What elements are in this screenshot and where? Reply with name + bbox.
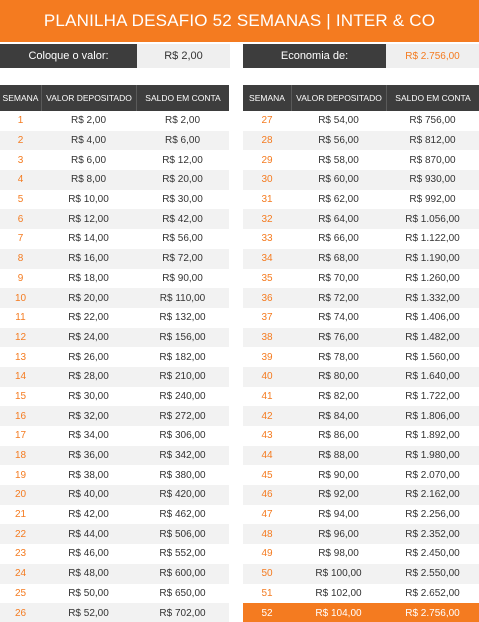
deposit-value-cell: R$ 8,00 xyxy=(70,174,107,186)
balance-cell: R$ 42,00 xyxy=(162,213,203,225)
balance-cell: R$ 306,00 xyxy=(159,430,206,442)
table-row xyxy=(0,249,229,269)
deposit-value-cell: R$ 10,00 xyxy=(68,194,109,206)
table-row xyxy=(0,209,229,229)
week-number-cell: 12 xyxy=(14,331,27,343)
week-number-cell: 23 xyxy=(14,548,27,560)
week-number-cell: 10 xyxy=(14,292,27,304)
week-number-cell: 14 xyxy=(14,371,27,383)
balance-cell: R$ 930,00 xyxy=(409,174,456,186)
balance-cell: R$ 2.450,00 xyxy=(405,548,460,560)
balance-cell: R$ 506,00 xyxy=(159,528,206,540)
balance-cell: R$ 1.482,00 xyxy=(405,331,460,343)
week-number-cell: 26 xyxy=(14,607,27,619)
balance-cell: R$ 650,00 xyxy=(159,587,206,599)
table-row xyxy=(243,387,479,407)
deposit-value-cell: R$ 80,00 xyxy=(318,371,359,383)
week-number-cell: 25 xyxy=(14,587,27,599)
week-number-cell: 8 xyxy=(17,253,24,265)
balance-cell: R$ 2.550,00 xyxy=(405,568,460,580)
balance-cell: R$ 132,00 xyxy=(159,312,206,324)
balance-cell: R$ 1.122,00 xyxy=(405,233,460,245)
deposit-value-cell: R$ 4,00 xyxy=(70,135,107,147)
savings-total: R$ 2.756,00 xyxy=(386,44,479,68)
deposit-value-cell: R$ 86,00 xyxy=(318,430,359,442)
savings-row xyxy=(243,44,479,68)
balance-cell: R$ 2.070,00 xyxy=(405,469,460,481)
balance-cell: R$ 420,00 xyxy=(159,489,206,501)
deposit-value-cell: R$ 104,00 xyxy=(315,607,362,619)
week-number-cell: 52 xyxy=(261,607,273,619)
deposit-value-cell: R$ 60,00 xyxy=(318,174,359,186)
table-body xyxy=(0,111,229,622)
deposit-value-cell: R$ 56,00 xyxy=(318,135,359,147)
deposit-value-cell: R$ 26,00 xyxy=(68,351,109,363)
balance-cell: R$ 552,00 xyxy=(159,548,206,560)
table-row xyxy=(243,603,479,622)
deposit-value-cell: R$ 24,00 xyxy=(68,331,109,343)
deposit-value-cell: R$ 48,00 xyxy=(68,568,109,580)
deposit-value-cell: R$ 36,00 xyxy=(68,450,109,462)
balance-cell: R$ 156,00 xyxy=(159,331,206,343)
value-input-row xyxy=(0,44,230,68)
week-number-cell: 40 xyxy=(261,371,273,383)
weeks-table-left xyxy=(0,85,229,622)
table-row xyxy=(243,505,479,525)
table-row xyxy=(0,308,229,328)
table-row xyxy=(243,347,479,367)
week-number-cell: 50 xyxy=(261,568,273,580)
table-row xyxy=(243,170,479,190)
deposit-value-cell: R$ 88,00 xyxy=(318,450,359,462)
week-number-cell: 43 xyxy=(261,430,273,442)
week-number-cell: 5 xyxy=(17,194,24,206)
table-row xyxy=(0,603,229,622)
balance-cell: R$ 56,00 xyxy=(162,233,203,245)
balance-cell: R$ 20,00 xyxy=(162,174,203,186)
deposit-value-cell: R$ 92,00 xyxy=(318,489,359,501)
week-number-cell: 51 xyxy=(261,587,273,599)
week-number-cell: 15 xyxy=(14,390,27,402)
deposit-value-cell: R$ 40,00 xyxy=(68,489,109,501)
deposit-value-cell: R$ 100,00 xyxy=(315,568,362,580)
table-row xyxy=(243,308,479,328)
deposit-value-cell: R$ 78,00 xyxy=(318,351,359,363)
table-row xyxy=(243,524,479,544)
table-row xyxy=(243,288,479,308)
deposit-value-cell: R$ 44,00 xyxy=(68,528,109,540)
savings-label: Economia de: xyxy=(243,44,386,68)
week-number-cell: 31 xyxy=(261,194,273,206)
deposit-value-cell: R$ 52,00 xyxy=(68,607,109,619)
week-number-cell: 42 xyxy=(261,410,273,422)
balance-cell: R$ 110,00 xyxy=(159,292,206,304)
week-number-cell: 24 xyxy=(14,568,27,580)
balance-cell: R$ 2.352,00 xyxy=(405,528,460,540)
week-number-cell: 19 xyxy=(14,469,27,481)
table-row xyxy=(0,524,229,544)
deposit-value-cell: R$ 82,00 xyxy=(318,390,359,402)
page-title: PLANILHA DESAFIO 52 SEMANAS | INTER & CO xyxy=(0,0,479,42)
table-header xyxy=(243,85,479,111)
header-valor-depositado: VALOR DEPOSITADO xyxy=(291,85,386,111)
balance-cell: R$ 182,00 xyxy=(159,351,206,363)
table-row xyxy=(0,131,229,151)
balance-cell: R$ 600,00 xyxy=(159,568,206,580)
table-row xyxy=(0,328,229,348)
week-number-cell: 35 xyxy=(261,272,273,284)
deposit-value-cell: R$ 90,00 xyxy=(318,469,359,481)
balance-cell: R$ 1.332,00 xyxy=(405,292,460,304)
deposit-value-cell: R$ 16,00 xyxy=(68,253,109,265)
week-number-cell: 20 xyxy=(14,489,27,501)
balance-cell: R$ 30,00 xyxy=(162,194,203,206)
week-number-cell: 47 xyxy=(261,509,273,521)
value-input-label: Coloque o valor: xyxy=(0,44,137,68)
balance-cell: R$ 1.190,00 xyxy=(405,253,460,265)
deposit-value-cell: R$ 18,00 xyxy=(68,272,109,284)
balance-cell: R$ 2.652,00 xyxy=(405,587,460,599)
header-valor-depositado: VALOR DEPOSITADO xyxy=(41,85,136,111)
header-saldo-em-conta: SALDO EM CONTA xyxy=(136,85,229,111)
balance-cell: R$ 72,00 xyxy=(162,253,203,265)
balance-cell: R$ 992,00 xyxy=(409,194,456,206)
deposit-value-cell: R$ 32,00 xyxy=(68,410,109,422)
table-row xyxy=(243,485,479,505)
deposit-value-cell: R$ 72,00 xyxy=(318,292,359,304)
balance-cell: R$ 702,00 xyxy=(159,607,206,619)
table-row xyxy=(0,505,229,525)
table-row xyxy=(243,564,479,584)
balance-cell: R$ 2.756,00 xyxy=(405,607,460,619)
table-row xyxy=(0,406,229,426)
balance-cell: R$ 1.640,00 xyxy=(405,371,460,383)
balance-cell: R$ 1.056,00 xyxy=(405,213,460,225)
week-number-cell: 3 xyxy=(17,154,24,166)
balance-cell: R$ 1.806,00 xyxy=(405,410,460,422)
week-number-cell: 11 xyxy=(15,312,26,324)
deposit-value-cell: R$ 34,00 xyxy=(68,430,109,442)
deposit-value-cell: R$ 2,00 xyxy=(70,115,107,127)
table-row xyxy=(243,249,479,269)
deposit-value-cell: R$ 50,00 xyxy=(68,587,109,599)
table-row xyxy=(243,584,479,604)
deposit-value-cell: R$ 54,00 xyxy=(318,115,359,127)
deposit-value-cell: R$ 42,00 xyxy=(68,509,109,521)
week-number-cell: 29 xyxy=(261,154,273,166)
week-number-cell: 37 xyxy=(261,312,273,324)
week-number-cell: 32 xyxy=(261,213,273,225)
deposit-value-cell: R$ 68,00 xyxy=(318,253,359,265)
balance-cell: R$ 342,00 xyxy=(159,450,206,462)
deposit-value-cell: R$ 28,00 xyxy=(68,371,109,383)
table-row xyxy=(243,269,479,289)
balance-cell: R$ 870,00 xyxy=(409,154,456,166)
balance-cell: R$ 1.560,00 xyxy=(405,351,460,363)
week-number-cell: 21 xyxy=(14,509,27,521)
week-number-cell: 39 xyxy=(261,351,273,363)
balance-cell: R$ 756,00 xyxy=(409,115,456,127)
table-row xyxy=(243,131,479,151)
balance-cell: R$ 380,00 xyxy=(159,469,206,481)
header-semana: SEMANA xyxy=(249,93,285,103)
balance-cell: R$ 812,00 xyxy=(409,135,456,147)
deposit-value-cell: R$ 94,00 xyxy=(318,509,359,521)
week-number-cell: 22 xyxy=(14,528,27,540)
table-row xyxy=(0,190,229,210)
deposit-value-cell: R$ 30,00 xyxy=(68,390,109,402)
week-number-cell: 6 xyxy=(17,213,24,225)
week-number-cell: 13 xyxy=(14,351,27,363)
week-number-cell: 4 xyxy=(17,174,24,186)
deposit-value-cell: R$ 102,00 xyxy=(315,587,362,599)
week-number-cell: 38 xyxy=(261,331,273,343)
table-row xyxy=(243,406,479,426)
balance-cell: R$ 210,00 xyxy=(159,371,206,383)
balance-cell: R$ 240,00 xyxy=(159,390,206,402)
table-row xyxy=(243,446,479,466)
table-row xyxy=(0,111,229,131)
table-row xyxy=(0,485,229,505)
week-number-cell: 9 xyxy=(17,272,24,284)
deposit-value-cell: R$ 20,00 xyxy=(68,292,109,304)
balance-cell: R$ 1.406,00 xyxy=(405,312,460,324)
balance-cell: R$ 2.256,00 xyxy=(405,509,460,521)
week-number-cell: 45 xyxy=(261,469,273,481)
balance-cell: R$ 272,00 xyxy=(159,410,206,422)
table-row xyxy=(0,150,229,170)
deposit-value-cell: R$ 62,00 xyxy=(318,194,359,206)
deposit-value-cell: R$ 84,00 xyxy=(318,410,359,422)
week-number-cell: 41 xyxy=(261,390,273,402)
deposit-value-cell: R$ 70,00 xyxy=(318,272,359,284)
table-row xyxy=(0,269,229,289)
table-row xyxy=(243,328,479,348)
table-row xyxy=(243,229,479,249)
deposit-value-cell: R$ 66,00 xyxy=(318,233,359,245)
week-number-cell: 34 xyxy=(261,253,273,265)
week-number-cell: 16 xyxy=(14,410,27,422)
table-row xyxy=(0,564,229,584)
balance-cell: R$ 2.162,00 xyxy=(405,489,460,501)
table-row xyxy=(243,544,479,564)
week-number-cell: 33 xyxy=(261,233,273,245)
week-number-cell: 2 xyxy=(17,135,24,147)
balance-cell: R$ 1.980,00 xyxy=(405,450,460,462)
table-row xyxy=(243,111,479,131)
deposit-value-cell: R$ 38,00 xyxy=(68,469,109,481)
table-row xyxy=(0,387,229,407)
week-number-cell: 28 xyxy=(261,135,273,147)
table-body xyxy=(243,111,479,622)
table-header xyxy=(0,85,229,111)
week-number-cell: 30 xyxy=(261,174,273,186)
week-number-cell: 1 xyxy=(17,115,24,127)
balance-cell: R$ 1.892,00 xyxy=(405,430,460,442)
deposit-value-cell: R$ 98,00 xyxy=(318,548,359,560)
balance-cell: R$ 6,00 xyxy=(164,135,201,147)
table-row xyxy=(0,465,229,485)
table-row xyxy=(243,190,479,210)
deposit-value-cell: R$ 58,00 xyxy=(318,154,359,166)
deposit-value-cell: R$ 14,00 xyxy=(68,233,109,245)
deposit-value-cell: R$ 74,00 xyxy=(318,312,359,324)
table-row xyxy=(0,367,229,387)
week-number-cell: 44 xyxy=(261,450,273,462)
deposit-value-cell: R$ 6,00 xyxy=(70,154,107,166)
table-row xyxy=(0,288,229,308)
table-row xyxy=(243,150,479,170)
week-number-cell: 18 xyxy=(14,450,27,462)
balance-cell: R$ 90,00 xyxy=(162,272,203,284)
week-number-cell: 27 xyxy=(261,115,273,127)
balance-cell: R$ 12,00 xyxy=(162,154,203,166)
value-input-field[interactable]: R$ 2,00 xyxy=(137,44,230,68)
week-number-cell: 46 xyxy=(261,489,273,501)
deposit-value-cell: R$ 64,00 xyxy=(318,213,359,225)
table-row xyxy=(243,426,479,446)
week-number-cell: 7 xyxy=(17,233,24,245)
table-row xyxy=(243,465,479,485)
header-semana: SEMANA xyxy=(2,93,39,103)
deposit-value-cell: R$ 96,00 xyxy=(318,528,359,540)
balance-cell: R$ 2,00 xyxy=(164,115,201,127)
header-saldo-em-conta: SALDO EM CONTA xyxy=(386,85,479,111)
week-number-cell: 17 xyxy=(14,430,27,442)
table-row xyxy=(0,170,229,190)
deposit-value-cell: R$ 46,00 xyxy=(68,548,109,560)
table-row xyxy=(0,544,229,564)
balance-cell: R$ 1.722,00 xyxy=(405,390,460,402)
balance-cell: R$ 1.260,00 xyxy=(405,272,460,284)
table-row xyxy=(0,426,229,446)
table-row xyxy=(243,367,479,387)
week-number-cell: 48 xyxy=(261,528,273,540)
weeks-table-right xyxy=(243,85,479,622)
table-row xyxy=(0,446,229,466)
table-row xyxy=(0,347,229,367)
table-row xyxy=(243,209,479,229)
week-number-cell: 36 xyxy=(261,292,273,304)
table-row xyxy=(0,229,229,249)
deposit-value-cell: R$ 76,00 xyxy=(318,331,359,343)
table-row xyxy=(0,584,229,604)
week-number-cell: 49 xyxy=(261,548,273,560)
balance-cell: R$ 462,00 xyxy=(159,509,206,521)
deposit-value-cell: R$ 12,00 xyxy=(68,213,109,225)
deposit-value-cell: R$ 22,00 xyxy=(68,312,109,324)
